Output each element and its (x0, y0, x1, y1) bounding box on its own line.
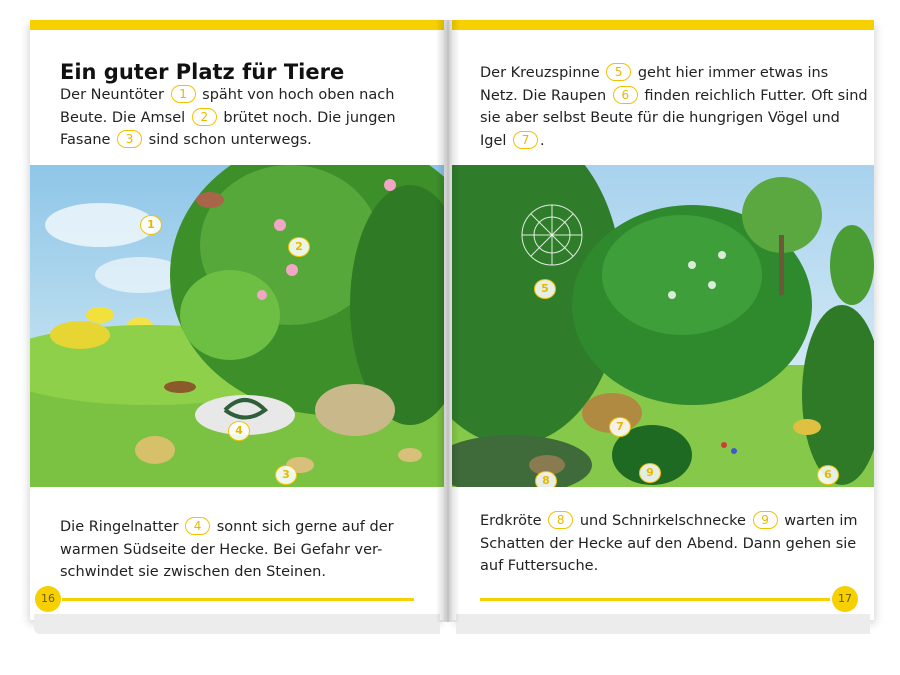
reference-number: 3 (117, 130, 142, 148)
left-page (30, 20, 444, 620)
text-segment: . (540, 132, 545, 149)
scene-label: 2 (288, 237, 310, 257)
scene-label: 7 (609, 417, 631, 437)
illustration-meadow-hedge (30, 165, 444, 487)
text-segment: geht hier immer etwas ins Netz. Die Raupen (480, 65, 829, 104)
reference-number: 8 (548, 511, 573, 529)
top-accent-bar (30, 20, 444, 30)
page-title: Ein guter Platz für Tiere (60, 60, 345, 84)
reference-number: 5 (606, 63, 631, 81)
reference-number: 1 (171, 85, 196, 103)
reference-number: 2 (192, 108, 217, 126)
page-edge (34, 614, 440, 634)
scene-label: 9 (639, 463, 661, 483)
text-segment: Der Neuntöter (60, 87, 164, 103)
hedge-illustration (452, 165, 874, 487)
snake-paragraph (60, 516, 440, 584)
right-page (452, 20, 874, 620)
scene-label: 3 (275, 465, 297, 485)
scene-label: 1 (140, 215, 162, 235)
text-segment: späht von hoch oben nach Beute. Die Amsel (60, 87, 395, 126)
scene-label: 4 (228, 421, 250, 441)
text-segment: finden reichlich Futter. Oft sind sie aber selbst Beute für die hungrigen Vögel und Igel (480, 87, 868, 149)
text-segment: und Schnirkelschnecke (579, 513, 746, 529)
text-segment: brütet noch. Die jungen Fasane (60, 109, 396, 148)
top-accent-bar (452, 20, 874, 30)
spider-web (522, 205, 582, 265)
page-number: 16 (35, 586, 61, 612)
page-number: 17 (832, 586, 858, 612)
text-segment: Der Kreuzspinne (480, 65, 600, 81)
reference-number: 9 (753, 511, 778, 529)
reference-number: 6 (613, 86, 638, 104)
text-segment: Erdkröte (480, 513, 542, 529)
text-segment: sind schon unterwegs. (148, 132, 312, 148)
intro-paragraph (60, 84, 440, 152)
illustration-hedge-shade (452, 165, 874, 487)
reference-number: 4 (185, 517, 210, 535)
scene-label: 5 (534, 279, 556, 299)
toad-snail-paragraph (480, 510, 870, 578)
text-segment: Die Ringelnatter (60, 519, 179, 535)
text-segment: sonnt sich gerne auf der warmen Südseite der Hecke. Bei Gefahr ver-schwindet sie zwischen den Steinen. (60, 519, 394, 580)
scene-label: 8 (535, 471, 557, 487)
text-segment: warten im Schatten der Hecke auf den Abend. Dann gehen sie auf Futtersuche. (480, 513, 858, 574)
reference-number: 7 (513, 131, 538, 149)
spider-paragraph (480, 62, 870, 152)
scene-label: 6 (817, 465, 839, 485)
page-edge (456, 614, 870, 634)
footer-rule (480, 598, 830, 601)
footer-rule (62, 598, 414, 601)
